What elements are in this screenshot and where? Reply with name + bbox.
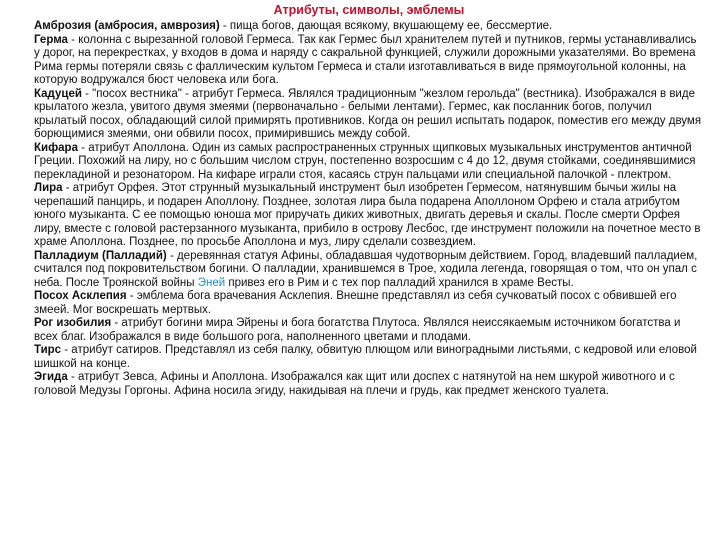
entry-text: привез его в Рим и с тех пор палладий хранился в храме Весты.: [225, 276, 574, 289]
entry-palladium: [34, 250, 704, 291]
entry-text: - колонна с вырезанной головой Гермеса. Так как Гермес был хранителем путей и путников, гермы устанавливались у дорог, на перекрестках, у входов в дома и наряду с сакральной функцией, служили дорожными указателями. Во времена Рима гермы потеряли связь с фаллическим культом Гермеса и стали изготавливаться в виде прямоугольной колонны, на которую водружался бюст человека или бога.: [34, 33, 697, 86]
entry-kithara: [34, 142, 704, 183]
entry-term: Тирс: [34, 344, 62, 356]
entry-cornucopia: [34, 317, 704, 344]
entry-text: - атрибут сатиров. Представлял из себя палку, обвитую плющом или виноградными листьями, с кедровой или еловой шишкой на конце.: [34, 344, 697, 370]
entry-text: - деревянная статуя Афины, обладавшая чудотворным действием. Город, владевший палладием, считался под покровительством богини. О палладии, хранившемся в Трое, ходила легенда, говорящая о том, что он упал с неба. После Троянской войны: [34, 249, 698, 289]
entry-term: Кифара: [34, 141, 78, 154]
entry-term: Амброзия (амбросия, амврозия): [34, 20, 220, 32]
entry-term: Кадуцей: [34, 87, 82, 100]
entry-text: - пища богов, дающая всякому, вкушающему ее, бессмертие.: [219, 20, 553, 32]
entry-text: - атрибут богини мира Эйрены и бога богатства Плутоса. Являлся неиссякаемым источником богатства и всех благ. Изображался в виде большого рога, наполненного цветами и плодами.: [34, 317, 681, 343]
entry-ambrosia: [34, 20, 704, 34]
entry-term: Палладиум (Палладий): [34, 249, 167, 262]
entry-text: - эмблема бога врачевания Асклепия. Внешне представлял из себя сучковатый посох с обвившей его змеей. Мог воскрешать мертвых.: [34, 290, 677, 316]
entry-text: - "посох вестника" - атрибут Гермеса. Являлся традиционным "жезлом герольда" (вестника). Изображался в виде крылатого жезла, увитого двумя змеями (первоначально - белыми лентами). Гермес, как посланник богов, получил крылатый посох, обладающий силой примирять противников. Когда он решил испытать подарок, поместив его между двумя борющимися змеями, они обвили посох, примирившись между собой.: [34, 87, 702, 140]
entry-caduceus: [34, 88, 704, 142]
entry-term: Посох Асклепия: [34, 290, 127, 302]
entry-text: - атрибут Орфея. Этот струнный музыкальный инструмент был изобретен Гермесом, натянувшим бычьи жилы на черепаший панцирь, и подарен Аполлону. Позднее, золотая лира была подарена Аполлоном Орфею и стала атрибутом юного музыканта. С ее помощью юноша мог приручать диких животных, двигать деревья и скалы. После смерти Орфея лиру, вместе с головой растерзанного музыканта, прибило в острову Лесбос, где инструмент положили на почетное место в храме Аполлона. Позднее, по просьбе Аполлона и муз, лиру сделали созвездием.: [34, 182, 701, 248]
entry-text: - атрибут Зевса, Афины и Аполлона. Изображался как щит или доспех с натянутой на нем шкурой животного и с головой Медузы Горгоны. Афина носила эгиду, накидывая на плечи и грудь, как предмет женского туалета.: [34, 371, 675, 397]
entry-thyrsus: [34, 344, 704, 371]
aeneas-link[interactable]: Эней: [197, 276, 226, 289]
document-page: [34, 0, 704, 398]
entry-text: - атрибут Аполлона. Один из самых распространенных струнных щипковых музыкальных инструментов античной Греции. Похожий на лиру, но с большим числом струн, постепенно возросшим с 4 до 12, двумя стойками, соединявшимися перекладиной и резонатором. На кифаре играли стоя, касаясь струн пальцами или специальной палочкой - плектром.: [34, 141, 696, 181]
entry-term: Эгида: [34, 371, 68, 383]
entry-term: Герма: [34, 33, 68, 46]
entry-aegis: [34, 371, 704, 398]
entry-asclepius-staff: [34, 290, 704, 317]
entry-list: [34, 20, 704, 398]
entry-term: Лира: [34, 182, 63, 194]
page-title: Атрибуты, символы, эмблемы: [273, 3, 465, 17]
entry-herma: [34, 34, 704, 88]
entry-term: Рог изобилия: [34, 317, 112, 329]
entry-lyre: [34, 182, 704, 250]
